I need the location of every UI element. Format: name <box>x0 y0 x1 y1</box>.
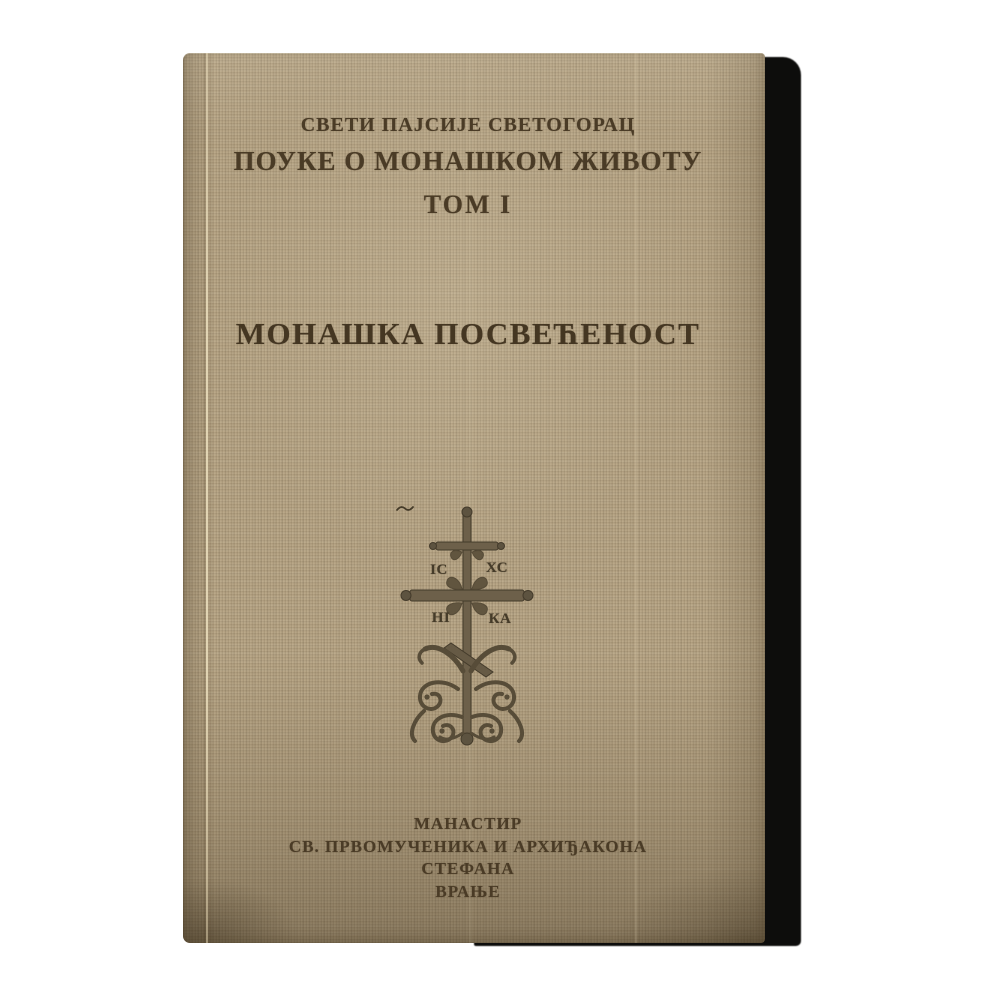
cover-header <box>207 115 729 218</box>
publisher-line-monastery: МАНАСТИР <box>413 814 523 833</box>
orthodox-cross-ornament <box>396 505 546 747</box>
volume-line: ТОМ I <box>423 190 513 219</box>
publisher-line-dedication: СВ. ПРВОМУЧЕНИКА И АРХИЂАКОНА <box>288 836 648 856</box>
orthodox-cross-icon <box>396 505 546 747</box>
cross-inscription-ka: КА <box>488 611 512 627</box>
book-title: МОНАШКА ПОСВЕЋЕНОСТ <box>235 316 701 351</box>
book-cover <box>183 53 765 943</box>
titlo-mark-icon <box>396 505 414 512</box>
author-line: СВЕТИ ПАЈСИЈЕ СВЕТОГОРАЦ <box>300 114 636 136</box>
series-title-line: ПОУКЕ О МОНАШКОМ ЖИВОТУ <box>233 146 703 176</box>
cross-inscription-ic: ІС <box>430 562 448 578</box>
publisher-line-stefan: СТЕФАНА <box>421 859 515 878</box>
cover-face <box>207 53 729 943</box>
publisher-colophon <box>207 813 729 903</box>
cross-inscription-ni: НІ <box>431 610 451 626</box>
publisher-line-city: ВРАЊЕ <box>435 881 501 901</box>
cross-inscription-xc: ХС <box>485 560 509 576</box>
